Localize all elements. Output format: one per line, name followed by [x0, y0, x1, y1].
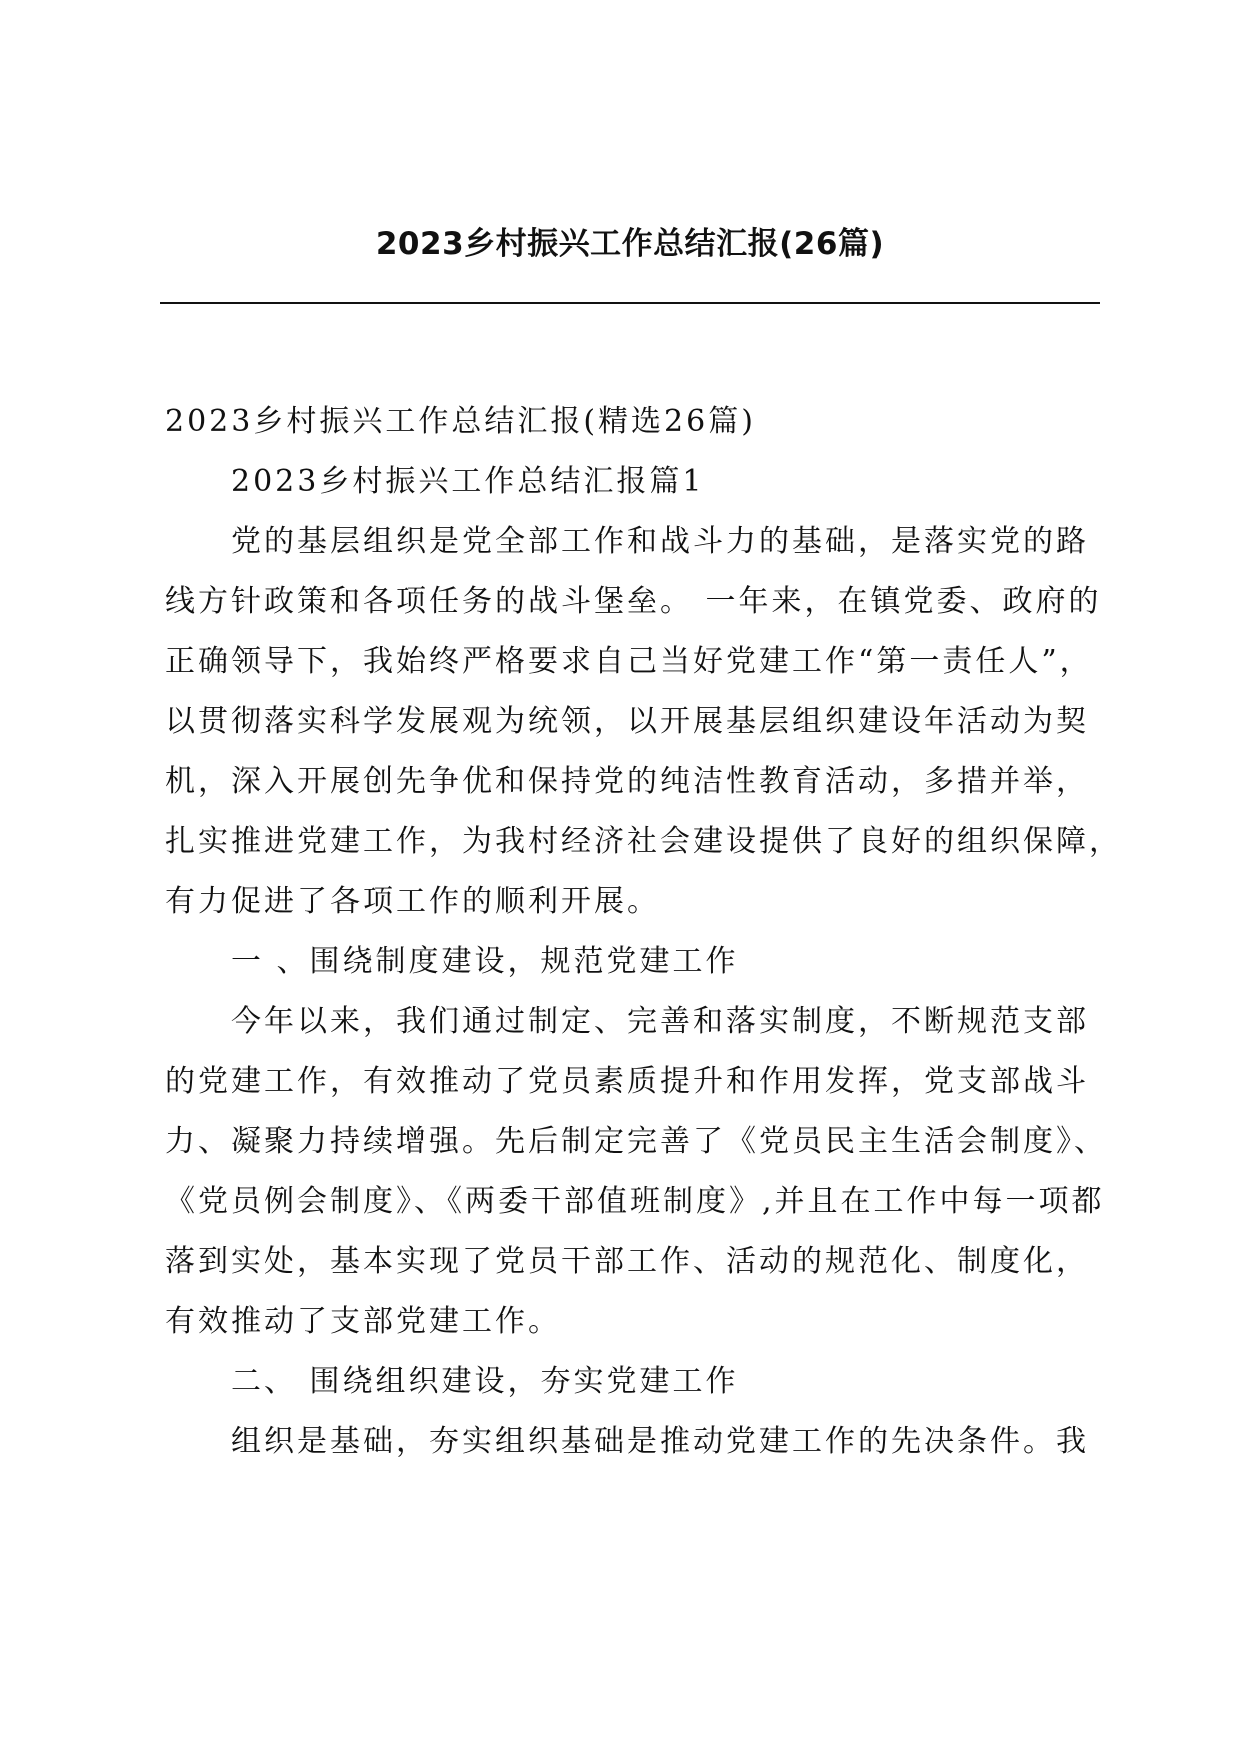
title-underline: [160, 302, 1100, 304]
paragraph-line: 的党建工作，有效推动了党员素质提升和作用发挥，党支部战斗: [165, 1064, 1089, 1099]
paragraph-line: 今年以来，我们通过制定、完善和落实制度，不断规范支部: [231, 1004, 1089, 1039]
paragraph-line: 机，深入开展创先争优和保持党的纯洁性教育活动，多措并举，: [165, 764, 1089, 799]
paragraph-line: 党的基层组织是党全部工作和战斗力的基础，是落实党的路: [231, 524, 1089, 559]
paragraph-line: 以贯彻落实科学发展观为统领，以开展基层组织建设年活动为契: [165, 704, 1089, 739]
paragraph-line: 扎实推进党建工作，为我村经济社会建设提供了良好的组织保障，: [165, 824, 1122, 859]
section-heading: 二、 围绕组织建设，夯实党建工作: [231, 1364, 739, 1399]
document-body: [165, 392, 1122, 1472]
section-heading: 2023乡村振兴工作总结汇报篇1: [231, 464, 705, 499]
paragraph-line: 有力促进了各项工作的顺利开展。: [165, 884, 660, 919]
document-title: 2023乡村振兴工作总结汇报(26篇): [375, 226, 885, 262]
paragraph-line: 《党员例会制度》、《两委干部值班制度》,并且在工作中每一项都: [165, 1184, 1105, 1219]
paragraph-line: 组织是基础，夯实组织基础是推动党建工作的先决条件。我: [231, 1424, 1089, 1459]
paragraph-line: 线方针政策和各项任务的战斗堡垒。 一年来，在镇党委、政府的: [165, 584, 1102, 619]
paragraph-line: 力、凝聚力持续增强。先后制定完善了《党员民主生活会制度》、: [165, 1124, 1107, 1159]
paragraph-line: 正确领导下，我始终严格要求自己当好党建工作“第一责任人”，: [165, 644, 1093, 679]
section-heading: 一 、围绕制度建设，规范党建工作: [231, 944, 739, 979]
paragraph-line: 有效推动了支部党建工作。: [165, 1304, 561, 1339]
paragraph-line: 落到实处，基本实现了党员干部工作、活动的规范化、制度化，: [165, 1244, 1089, 1279]
subtitle-line: 2023乡村振兴工作总结汇报(精选26篇): [165, 404, 756, 439]
